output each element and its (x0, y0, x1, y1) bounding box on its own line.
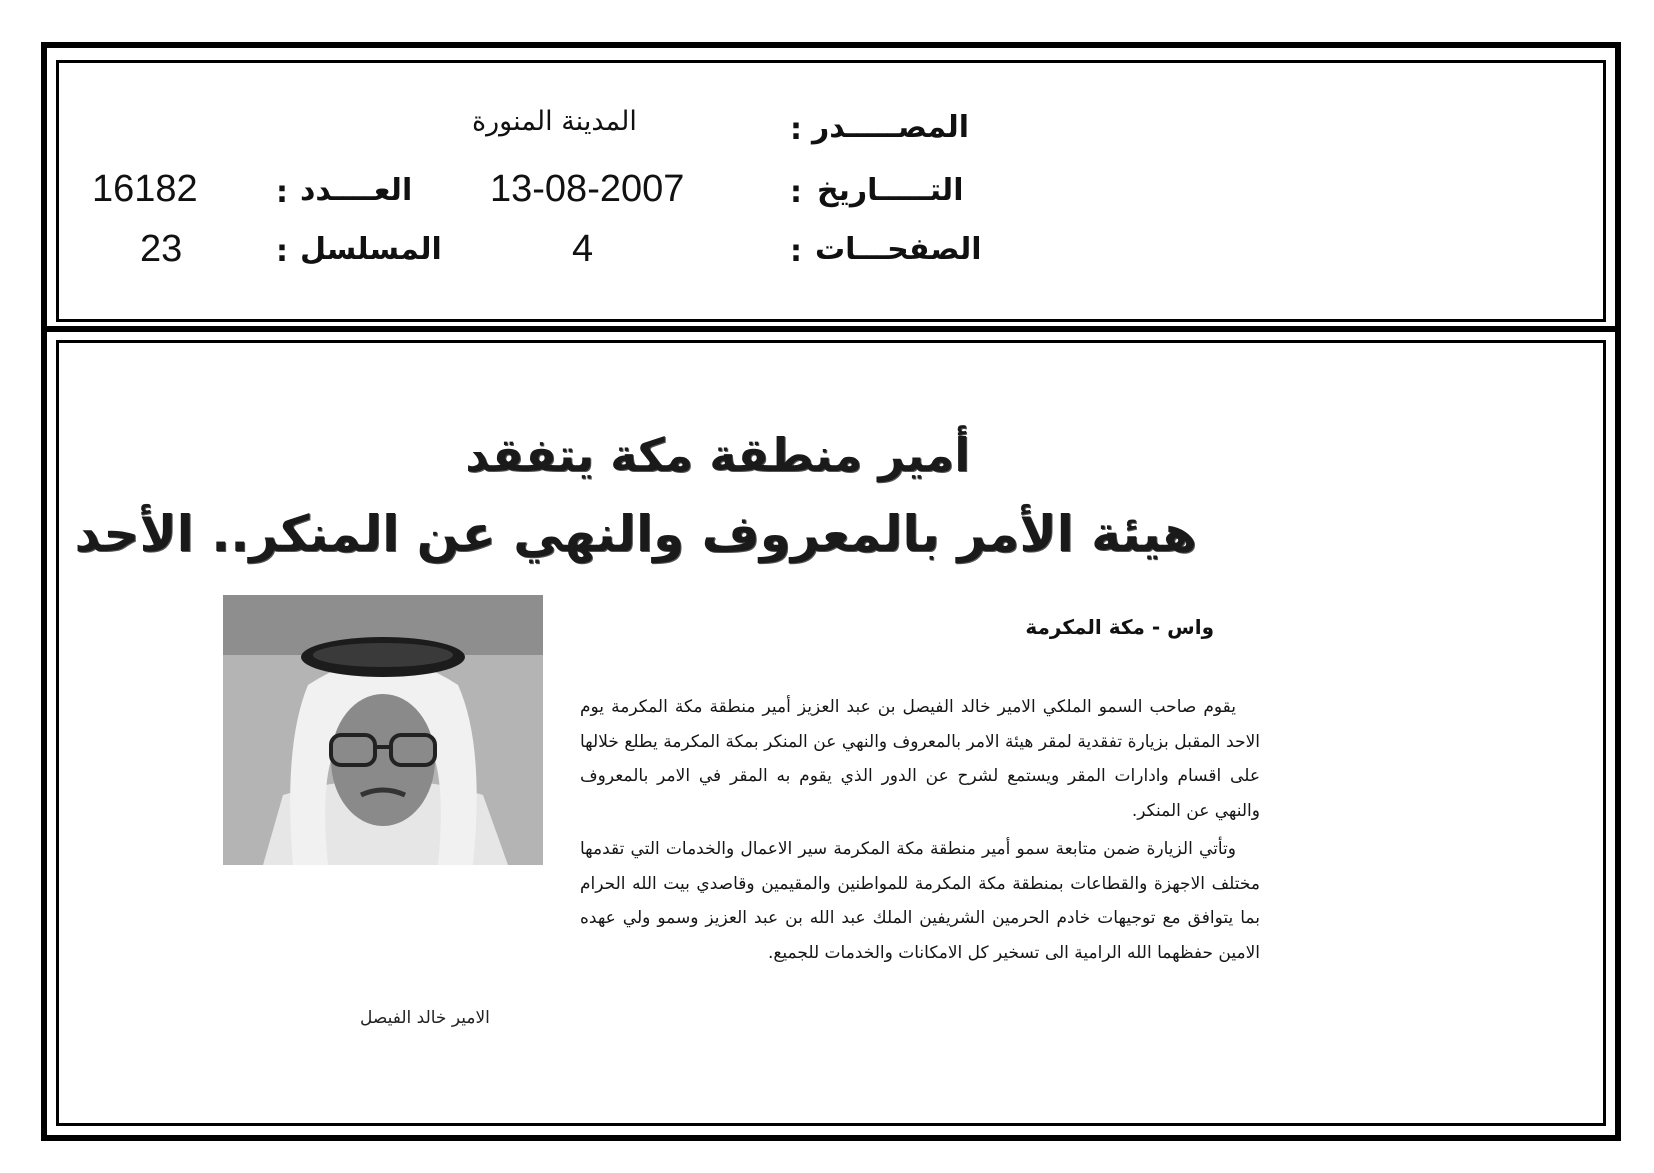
dateline: واس - مكة المكرمة (1025, 615, 1214, 639)
date-label: التـــــاريخ (817, 173, 964, 208)
photo-caption: الامير خالد الفيصل (360, 1008, 490, 1028)
date-colon: : (790, 175, 802, 210)
headline-line-2: هيئة الأمر بالمعروف والنهي عن المنكر.. الأحد (74, 505, 1197, 563)
serial-label: المسلسل (300, 232, 442, 267)
issue-colon: : (276, 175, 288, 210)
article-paragraph-2: وتأتي الزيارة ضمن متابعة سمو أمير منطقة مكة المكرمة سير الاعمال والخدمات التي تقدمها مختلف الاجهزة والقطاعات بمنطقة مكة المكرمة للمواطنين والمقيمين وقاصدي بيت الله الحرام بما يتوافق مع توجيهات خادم الحرمين الشريفين الملك عبد الله بن عبد العزيز وسمو ولي عهده الامين حفظهما الله الرامية الى تسخير كل الامكانات والخدمات للجميع. (580, 839, 1260, 963)
portrait-illustration (223, 595, 543, 865)
source-value: المدينة المنورة (472, 106, 637, 137)
issue-label: العــــدد (300, 173, 413, 208)
serial-colon: : (276, 234, 288, 269)
source-colon: : (790, 112, 802, 147)
article-paragraph-1: يقوم صاحب السمو الملكي الامير خالد الفيصل بن عبد العزيز أمير منطقة مكة المكرمة يوم الاحد المقبل بزيارة تفقدية لمقر هيئة الامر بالمعروف والنهي عن المنكر بمكة المكرمة يطلع خلالها على اقسام وادارات المقر ويستمع لشرح عن الدور الذي يقوم به المقر في الامر بالمعروف والنهي عن المنكر. (580, 697, 1260, 821)
headline-line-1: أمير منطقة مكة يتفقد (465, 428, 970, 482)
serial-value: 23 (140, 228, 183, 270)
pages-colon: : (790, 234, 802, 269)
source-label: المصـــــدر (812, 110, 970, 145)
date-value: 13-08-2007 (490, 168, 685, 210)
pages-label: الصفحـــات (815, 232, 982, 267)
portrait-photo (223, 595, 543, 865)
issue-value: 16182 (92, 168, 198, 210)
pages-value: 4 (572, 228, 594, 270)
article-body (580, 690, 1260, 974)
